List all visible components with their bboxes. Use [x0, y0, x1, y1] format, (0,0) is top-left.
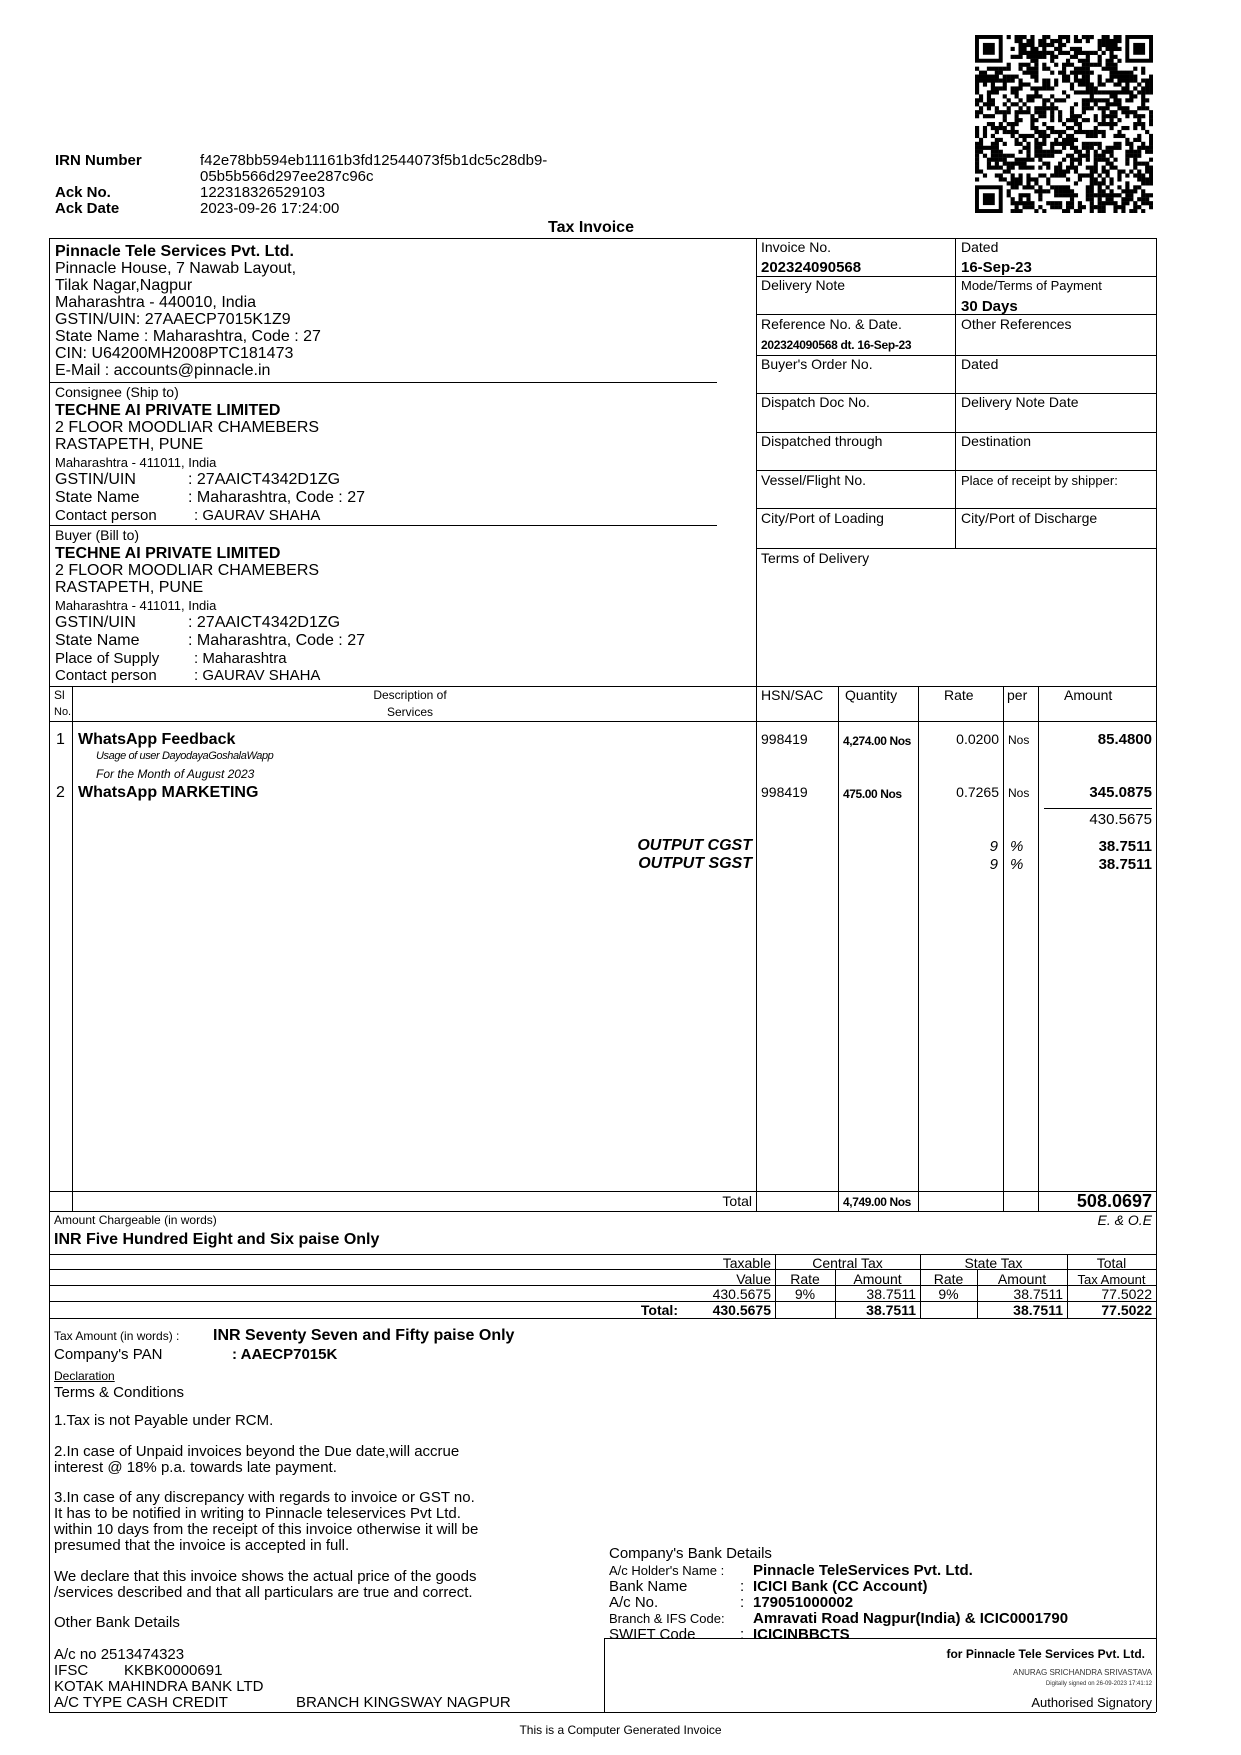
summary-state-amount: 38.7511	[1013, 1286, 1063, 1302]
place-receipt-label: Place of receipt by shipper:	[961, 473, 1118, 488]
irn-label: IRN Number	[55, 152, 142, 169]
buyer-pos: : Maharashtra	[194, 650, 287, 667]
ack-date-value: 2023-09-26 17:24:00	[200, 200, 340, 217]
bank-branch: Amravati Road Nagpur(India) & ICIC0001790	[753, 1610, 1069, 1627]
bank-holder: Pinnacle TeleServices Pvt. Ltd.	[753, 1562, 973, 1579]
reference-value: 202324090568 dt. 16-Sep-23	[761, 338, 912, 352]
bank-acno-label: A/c No.	[609, 1594, 659, 1611]
other-bank-type: A/C TYPE CASH CREDIT	[54, 1694, 228, 1711]
consignee-name: TECHNE AI PRIVATE LIMITED	[55, 402, 281, 419]
term-2: 2.In case of Unpaid invoices beyond the Due date,will accrue	[54, 1443, 460, 1460]
vessel-label: Vessel/Flight No.	[761, 472, 867, 488]
declaration-text: We declare that this invoice shows the actual price of the goods	[54, 1568, 477, 1585]
amount-in-words: INR Five Hundred Eight and Six paise Only	[54, 1231, 380, 1248]
item-rate: 0.0200	[956, 731, 999, 747]
eoe: E. & O.E	[1097, 1212, 1152, 1228]
mode-terms-label: Mode/Terms of Payment	[961, 278, 1102, 293]
consignee-address-line: RASTAPETH, PUNE	[55, 436, 204, 453]
buyer-state: : Maharashtra, Code : 27	[188, 632, 365, 649]
buyer-name: TECHNE AI PRIVATE LIMITED	[55, 545, 281, 562]
col-sl-header: No.	[54, 706, 72, 718]
central-amount-header: Amount	[853, 1271, 902, 1287]
buyer-pos-label: Place of Supply	[55, 650, 160, 667]
seller-gstin: GSTIN/UIN: 27AAECP7015K1Z9	[55, 311, 291, 328]
summary-total-central: 38.7511	[866, 1302, 916, 1318]
buyer-contact: : GAURAV SHAHA	[194, 667, 321, 684]
consignee-state-label: State Name	[55, 489, 140, 506]
pan-label: Company's PAN	[54, 1346, 163, 1363]
buyer-address-line: 2 FLOOR MOODLIAR CHAMEBERS	[55, 562, 320, 579]
col-hsn-header: HSN/SAC	[761, 687, 824, 703]
consignee-address-line: 2 FLOOR MOODLIAR CHAMEBERS	[55, 419, 320, 436]
buyer-address-line: Maharashtra - 411011, India	[55, 598, 217, 613]
declaration-text: /services described and that all particulars are true and correct.	[54, 1584, 473, 1601]
subtotal: 430.5675	[1089, 811, 1152, 828]
tax-pct-sgst: %	[1010, 856, 1024, 873]
ack-date-label: Ack Date	[55, 200, 120, 217]
other-bank-branch: BRANCH KINGSWAY NAGPUR	[296, 1694, 511, 1711]
summary-central-amount: 38.7511	[866, 1286, 916, 1302]
signer-name: ANURAG SRICHANDRA SRIVASTAVA	[1013, 1668, 1152, 1677]
col-amount-header: Amount	[1064, 687, 1113, 703]
term-2: interest @ 18% p.a. towards late payment.	[54, 1459, 337, 1476]
bank-name: ICICI Bank (CC Account)	[753, 1578, 928, 1595]
invoice-no-label: Invoice No.	[761, 239, 832, 255]
destination-label: Destination	[961, 433, 1032, 449]
irn-value-line2: 05b5b566d297ee287c96c	[200, 168, 374, 185]
reference-label: Reference No. & Date.	[761, 316, 902, 332]
item-note: For the Month of August 2023	[96, 767, 255, 781]
consignee-contact: : GAURAV SHAHA	[194, 507, 321, 524]
buyer-heading: Buyer (Bill to)	[55, 527, 140, 543]
item-description: WhatsApp Feedback	[78, 731, 236, 748]
tax-pct-cgst: %	[1010, 838, 1024, 855]
summary-total-taxable: 430.5675	[712, 1302, 771, 1318]
bank-holder-label: A/c Holder's Name :	[609, 1563, 725, 1578]
seller-address-line: Maharashtra - 440010, India	[55, 294, 257, 311]
tax-words-label: Tax Amount (in words) :	[54, 1329, 180, 1343]
seller-cin: CIN: U64200MH2008PTC181473	[55, 345, 294, 362]
tax-rate-cgst: 9	[989, 838, 998, 855]
signature-for: for Pinnacle Tele Services Pvt. Ltd.	[946, 1647, 1145, 1661]
consignee-contact-label: Contact person	[55, 507, 157, 524]
consignee-gstin: : 27AAICT4342D1ZG	[188, 471, 341, 488]
term-3: within 10 days from the receipt of this invoice otherwise it will be	[54, 1521, 479, 1538]
pan-value: : AAECP7015K	[232, 1346, 338, 1363]
bank-name-label: Bank Name	[609, 1578, 688, 1595]
col-per-header: per	[1007, 687, 1028, 703]
taxable-value-header: Taxable	[722, 1255, 771, 1271]
other-bank-heading: Other Bank Details	[54, 1614, 180, 1631]
other-references-label: Other References	[961, 316, 1072, 332]
buyers-order-label: Buyer's Order No.	[761, 356, 873, 372]
term-1: 1.Tax is not Payable under RCM.	[54, 1412, 274, 1429]
tax-label-sgst: OUTPUT SGST	[638, 855, 752, 872]
consignee-heading: Consignee (Ship to)	[55, 384, 179, 400]
col-description-header: Services	[386, 705, 433, 719]
dated-label: Dated	[961, 239, 999, 255]
bank-heading: Company's Bank Details	[609, 1545, 772, 1562]
seller-email: E-Mail : accounts@pinnacle.in	[55, 362, 271, 379]
state-amount-header: Amount	[997, 1271, 1047, 1287]
declaration-heading: Declaration	[54, 1369, 115, 1383]
buyer-contact-label: Contact person	[55, 667, 157, 684]
summary-total: 77.5022	[1101, 1286, 1152, 1302]
item-description: WhatsApp MARKETING	[78, 784, 259, 801]
terms-delivery-label: Terms of Delivery	[761, 550, 870, 566]
invoice-no: 202324090568	[761, 259, 862, 276]
dispatch-doc-label: Dispatch Doc No.	[761, 394, 870, 410]
item-quantity: 475.00 Nos	[843, 787, 902, 801]
dispatched-through-label: Dispatched through	[761, 433, 883, 449]
item-hsn: 998419	[761, 731, 808, 747]
amount-words-label: Amount Chargeable (in words)	[54, 1213, 217, 1227]
total-tax-header: Total	[1096, 1255, 1127, 1271]
invoice-date: 16-Sep-23	[961, 259, 1032, 276]
other-bank-ifsc-label: IFSC	[54, 1662, 89, 1679]
summary-state-rate: 9%	[938, 1286, 959, 1302]
term-3: It has to be notified in writing to Pinnacle teleservices Pvt Ltd.	[54, 1505, 461, 1522]
ack-no-value: 122318326529103	[200, 184, 326, 201]
seller-address-line: Tilak Nagar,Nagpur	[55, 277, 193, 294]
other-bank-ifsc: KKBK0000691	[124, 1662, 223, 1679]
buyer-state-label: State Name	[55, 632, 140, 649]
summary-total-state: 38.7511	[1013, 1302, 1063, 1318]
qr-code	[975, 35, 1153, 213]
irn-value-line1: f42e78bb594eb11161b3fd12544073f5b1dc5c28db9-	[200, 152, 548, 169]
consignee-state: : Maharashtra, Code : 27	[188, 489, 365, 506]
item-per: Nos	[1008, 733, 1030, 747]
grand-total: 508.0697	[1076, 1191, 1152, 1211]
item-amount: 345.0875	[1089, 784, 1152, 801]
term-3: 3.In case of any discrepancy with regards to invoice or GST no.	[54, 1489, 475, 1506]
state-tax-header: State Tax	[964, 1255, 1023, 1271]
document-title: Tax Invoice	[548, 219, 634, 236]
item-note: Usage of user DayodayaGoshalaWapp	[96, 750, 274, 762]
term-3: presumed that the invoice is accepted in full.	[54, 1537, 350, 1554]
buyer-address-line: RASTAPETH, PUNE	[55, 579, 204, 596]
tax-label-cgst: OUTPUT CGST	[637, 837, 752, 854]
summary-total-tax: 77.5022	[1101, 1302, 1152, 1318]
bank-branch-label: Branch & IFS Code:	[609, 1611, 725, 1626]
summary-central-rate: 9%	[794, 1286, 816, 1302]
item-sl: 2	[56, 784, 65, 801]
authorised-signatory: Authorised Signatory	[1031, 1695, 1152, 1710]
dated-label: Dated	[961, 356, 999, 372]
col-description-header: Description of	[373, 688, 447, 702]
tax-rate-sgst: 9	[989, 856, 998, 873]
bank-acno: 179051000002	[753, 1594, 854, 1611]
summary-total-label: Total:	[640, 1302, 678, 1318]
state-rate-header: Rate	[933, 1271, 964, 1287]
tax-amount-in-words: INR Seventy Seven and Fifty paise Only	[213, 1327, 515, 1344]
ack-no-label: Ack No.	[55, 184, 111, 201]
tax-amount-sgst: 38.7511	[1098, 856, 1152, 873]
central-tax-header: Central Tax	[812, 1255, 883, 1271]
col-rate-header: Rate	[944, 687, 974, 703]
other-bank-name: KOTAK MAHINDRA BANK LTD	[54, 1678, 264, 1695]
signed-on: Digitally signed on 26-09-2023 17:41:12	[1045, 1681, 1152, 1687]
item-rate: 0.7265	[956, 784, 999, 800]
consignee-gstin-label: GSTIN/UIN	[55, 471, 136, 488]
taxable-value-header: Value	[736, 1271, 771, 1287]
item-quantity: 4,274.00 Nos	[843, 734, 911, 748]
bank-swift: ICICINBBCTS	[753, 1626, 850, 1643]
total-tax-header: Tax Amount	[1077, 1272, 1146, 1287]
delivery-note-date-label: Delivery Note Date	[961, 394, 1079, 410]
item-hsn: 998419	[761, 784, 808, 800]
terms-heading: Terms & Conditions	[54, 1384, 185, 1401]
buyer-gstin-label: GSTIN/UIN	[55, 614, 136, 631]
summary-taxable: 430.5675	[712, 1286, 771, 1302]
seller-name: Pinnacle Tele Services Pvt. Ltd.	[55, 243, 294, 260]
buyer-gstin: : 27AAICT4342D1ZG	[188, 614, 341, 631]
bank-swift-label: SWIFT Code	[609, 1626, 696, 1643]
delivery-note-label: Delivery Note	[761, 277, 846, 293]
seller-address-line: Pinnacle House, 7 Nawab Layout,	[55, 260, 297, 277]
port-discharge-label: City/Port of Discharge	[961, 510, 1098, 526]
consignee-address-line: Maharashtra - 411011, India	[55, 455, 217, 470]
seller-state: State Name : Maharashtra, Code : 27	[55, 328, 321, 345]
item-per: Nos	[1008, 786, 1030, 800]
item-amount: 85.4800	[1097, 731, 1152, 748]
computer-generated-note: This is a Computer Generated Invoice	[519, 1723, 722, 1737]
other-bank-acno: A/c no 2513474323	[54, 1646, 185, 1663]
port-loading-label: City/Port of Loading	[761, 510, 884, 526]
col-sl-header: Sl	[54, 688, 65, 702]
total-quantity: 4,749.00 Nos	[843, 1195, 911, 1209]
total-label: Total	[722, 1193, 752, 1209]
central-rate-header: Rate	[790, 1271, 820, 1287]
tax-amount-cgst: 38.7511	[1098, 838, 1152, 855]
col-quantity-header: Quantity	[845, 687, 898, 703]
mode-terms: 30 Days	[961, 298, 1018, 315]
item-sl: 1	[56, 731, 65, 748]
